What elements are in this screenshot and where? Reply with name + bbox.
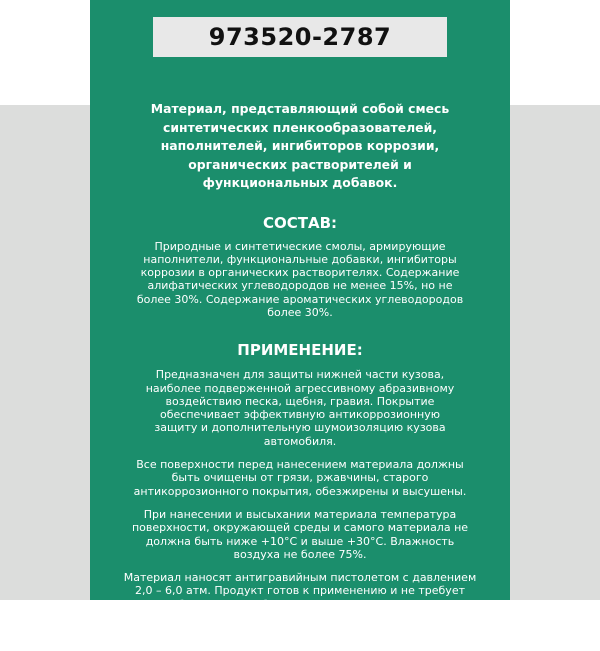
product-code: 973520-2787 bbox=[208, 23, 392, 51]
application-paragraph-4: Материал наносят антигравийным пистолетом с давлением 2,0 – 6,0 атм. Продукт готов к применению и не требует разбавления. Необходимо перемешать продукт, переворачивая емкость в вертикальной плоскости в течение не менее 1 минуты. Нанести материал на поверхность ровным слоем. bbox=[123, 571, 477, 651]
application-paragraph-1: Предназначен для защиты нижней части кузова, наиболее подверженной агрессивному абразивному воздействию песка, щебня, гравия. Покрытие обеспечивает эффективную антикоррозионную защиту и дополнительную шумоизоляцию кузова автомобиля. bbox=[145, 368, 455, 448]
intro-text: Материал, представляющий собой смесь синтетических пленкообразователей, наполнителей, ингибиторов коррозии, органических растворителей и функциональных добавок. bbox=[150, 101, 450, 190]
application-paragraph-2: Все поверхности перед нанесением материала должны быть очищены от грязи, ржавчины, старого антикоррозионного покрытия, обезжирены и высушены. bbox=[133, 458, 467, 498]
description-content bbox=[90, 100, 510, 651]
composition-text: Природные и синтетические смолы, армирующие наполнители, функциональные добавки, ингибиторы коррозии в органических растворителях. Содержание алифатических углеводородов не менее 15%, но не более 30%. Содержание ароматических углеводородов более 30%. bbox=[136, 239, 464, 319]
application-heading: ПРИМЕНЕНИЕ: bbox=[237, 341, 363, 360]
composition-heading: СОСТАВ: bbox=[262, 213, 338, 232]
product-code-box bbox=[153, 17, 447, 57]
application-paragraph-3: При нанесении и высыхании материала температура поверхности, окружающей среды и самого материала не должна быть ниже +10°С и выше +30°С. Влажность воздуха не более 75%. bbox=[131, 507, 469, 561]
